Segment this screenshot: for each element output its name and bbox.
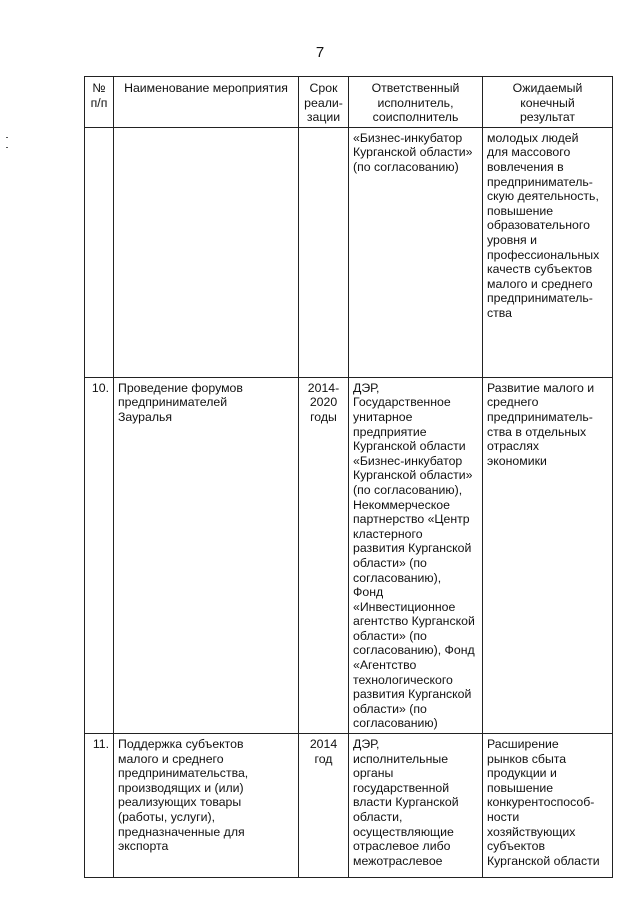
cell-line: Курганской области»	[353, 468, 473, 483]
cell-line: унитарное	[353, 409, 413, 424]
cell-line: отраслевое либо	[353, 839, 451, 854]
table-row	[85, 127, 613, 377]
row-term	[299, 734, 349, 878]
cell-line: ДЭР,	[353, 737, 380, 752]
cell-line: согласованию)	[353, 716, 438, 731]
cell-line: Ожидаемый	[512, 81, 583, 95]
cell-line: «Бизнес-инкубатор	[353, 130, 463, 145]
cell-line: «Бизнес-инкубатор	[353, 453, 463, 468]
cell-line: «Агентство	[353, 658, 417, 673]
cell-line: агентство Курганской	[353, 614, 475, 629]
cell-line: 2014-	[307, 380, 340, 395]
cell-line: органы	[353, 766, 394, 781]
cell-line: партнерство «Центр	[353, 512, 470, 527]
cell-line: развития Курганской	[353, 687, 472, 702]
cell-line: №	[92, 81, 106, 95]
cell-line: Некоммерческое	[353, 497, 450, 512]
cell-line: Расширение	[487, 737, 559, 752]
cell-line: Поддержка субъектов	[118, 737, 244, 752]
cell-line: предпринимательства,	[118, 766, 249, 781]
cell-line: Государственное	[353, 395, 451, 410]
cell-line: Курганской области	[487, 853, 600, 868]
cell-line: (по согласованию),	[353, 482, 463, 497]
cell-line: государственной	[353, 780, 450, 795]
table-row	[85, 734, 613, 878]
cell-line: кластерного	[353, 526, 423, 541]
cell-line: экспорта	[118, 839, 169, 854]
page-number: 7	[315, 44, 325, 61]
row-num	[85, 127, 114, 377]
cell-line: области» (по	[353, 628, 427, 643]
cell-line: развития Курганской	[353, 541, 472, 556]
cell-line: малого и среднего	[487, 276, 593, 291]
header-result	[483, 77, 613, 128]
cell-line: ности	[487, 810, 520, 824]
cell-line: реали-	[304, 95, 343, 110]
cell-line: соисполнитель	[372, 110, 459, 125]
cell-line: среднего	[487, 395, 539, 410]
row-result	[483, 127, 613, 377]
cell-line: власти Курганской	[353, 795, 459, 810]
row-result	[483, 734, 613, 878]
cell-line: предназначенные для	[118, 824, 245, 839]
cell-line: отраслях	[487, 439, 540, 454]
header-num	[85, 77, 114, 128]
cell-line: Развитие малого и	[487, 380, 595, 395]
cell-line: (работы, услуги),	[118, 810, 216, 824]
cell-line: профессиональных	[487, 247, 600, 262]
cell-line: предпринимателей	[118, 395, 228, 410]
row-responsible	[349, 734, 483, 878]
cell-line: исполнитель,	[377, 95, 454, 110]
cell-line: области» (по	[353, 555, 427, 570]
cell-line: межотраслевое	[353, 853, 443, 868]
cell-line: 11.	[92, 737, 109, 752]
cell-line: годы	[310, 409, 337, 424]
table-row	[85, 377, 613, 733]
row-name	[114, 734, 299, 878]
cell-line: конкурентоспособ-	[487, 795, 595, 810]
cell-line: зации	[306, 110, 341, 125]
cell-line: ства в отдельных	[487, 424, 587, 439]
cell-line: Срок	[309, 81, 338, 95]
margin-mark	[6, 137, 8, 138]
cell-line: предприниматель-	[487, 409, 593, 424]
cell-line: молодых людей	[487, 130, 579, 145]
header-name	[114, 77, 299, 128]
cell-line: конечный	[520, 95, 575, 110]
cell-line: Фонд	[353, 585, 384, 600]
cell-line: 2014	[309, 737, 338, 752]
cell-line: осуществляющие	[353, 824, 454, 839]
row-result	[483, 377, 613, 733]
cell-line: субъектов	[487, 839, 545, 854]
cell-line: для массового	[487, 145, 571, 160]
cell-line: образовательного	[487, 218, 590, 233]
row-responsible	[349, 377, 483, 733]
cell-line: Курганской области	[353, 439, 466, 454]
cell-line: 10.	[91, 380, 109, 395]
cell-line: согласованию), Фонд	[353, 643, 475, 658]
cell-line: согласованию),	[353, 570, 442, 585]
cell-line: уровня и	[487, 232, 537, 247]
cell-line: предприниматель-	[487, 291, 593, 306]
cell-line: год	[314, 751, 333, 766]
cell-line: хозяйствующих	[487, 824, 576, 839]
cell-line: Курганской области»	[353, 145, 473, 160]
cell-line: повышение	[487, 203, 554, 218]
row-term	[299, 377, 349, 733]
cell-line: малого и среднего	[118, 751, 224, 766]
row-name	[114, 377, 299, 733]
margin-mark	[6, 147, 8, 148]
cell-line: качеств субъектов	[487, 262, 593, 277]
cell-line: повышение	[487, 780, 554, 795]
row-responsible	[349, 127, 483, 377]
table-header-row	[85, 77, 613, 128]
row-num	[85, 377, 114, 733]
cell-line: экономики	[487, 453, 547, 468]
cell-line: (по согласованию)	[353, 159, 459, 174]
header-term	[299, 77, 349, 128]
cell-line: области,	[353, 810, 403, 824]
cell-line: Проведение форумов	[118, 380, 243, 395]
cell-line: п/п	[90, 95, 108, 110]
header-responsible	[349, 77, 483, 128]
cell-line: технологического	[353, 672, 453, 687]
cell-line: скую деятельность,	[487, 189, 599, 204]
cell-line: производящих и (или)	[118, 780, 244, 795]
row-name	[114, 127, 299, 377]
cell-line: реализующих товары	[118, 795, 242, 810]
cell-line: области» (по	[353, 701, 427, 716]
cell-line: исполнительные	[353, 751, 449, 766]
cell-line: Зауралья	[118, 409, 173, 424]
cell-line: ства	[487, 305, 513, 320]
cell-line: продукции и	[487, 766, 557, 781]
cell-line: 2020	[309, 395, 338, 410]
cell-line: «Инвестиционное	[353, 599, 456, 614]
cell-line: вовлечения в	[487, 159, 564, 174]
row-num	[85, 734, 114, 878]
activities-table	[84, 76, 613, 878]
cell-line: предприятие	[353, 424, 427, 439]
cell-line: Наименование мероприятия	[124, 81, 288, 95]
row-term	[299, 127, 349, 377]
cell-line: результат	[519, 110, 576, 125]
cell-line: Ответственный	[371, 81, 460, 95]
cell-line: предприниматель-	[487, 174, 593, 189]
cell-line: ДЭР,	[353, 380, 380, 395]
cell-line: рынков сбыта	[487, 751, 567, 766]
